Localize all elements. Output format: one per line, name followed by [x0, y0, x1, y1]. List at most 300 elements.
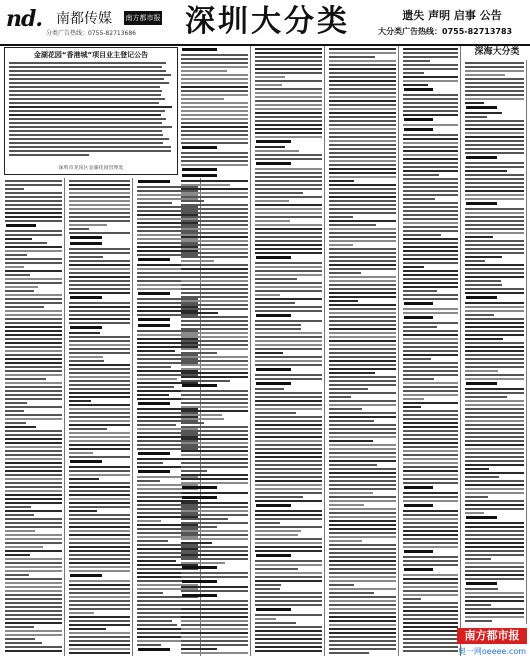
ad-text-line	[329, 356, 396, 358]
ad-text-line	[181, 430, 248, 432]
ad-text-line	[465, 182, 524, 184]
ad-text-line	[5, 634, 62, 636]
ad-text-line	[329, 600, 396, 602]
ad-text-line	[255, 428, 322, 430]
ad-text-line	[465, 342, 524, 344]
ad-text-line	[181, 352, 217, 354]
ad-text-line	[329, 348, 396, 350]
ad-text-line	[5, 266, 24, 268]
ad-text-line	[255, 224, 322, 226]
ad-text-line	[69, 600, 130, 602]
ad-text-line	[181, 142, 248, 144]
ad-heading	[182, 168, 217, 171]
ad-text-line	[465, 366, 524, 368]
ad-text-line	[329, 456, 396, 458]
ad-text-line	[403, 106, 458, 108]
ad-text-line	[255, 282, 322, 284]
ad-text-line	[69, 444, 130, 446]
ad-text-line	[403, 402, 458, 404]
ad-text-line	[5, 422, 26, 424]
ad-text-line	[465, 326, 524, 328]
ad-text-line	[329, 328, 396, 330]
ad-text-line	[69, 608, 130, 610]
ad-text-line	[181, 426, 248, 428]
ad-text-line	[5, 278, 62, 280]
ad-text-line	[69, 554, 130, 556]
ad-text-line	[329, 148, 396, 150]
ad-text-line	[403, 186, 458, 188]
ad-text-line	[5, 494, 62, 496]
ad-text-line	[255, 212, 322, 214]
ad-text-line	[181, 196, 248, 198]
ad-text-line	[5, 180, 62, 182]
notice-text-line	[9, 110, 165, 112]
notice-text-line	[9, 134, 163, 136]
ad-text-line	[403, 546, 458, 548]
ad-text-line	[255, 270, 322, 272]
ad-text-line	[329, 180, 354, 182]
ad-text-line	[181, 276, 248, 278]
ad-text-line	[403, 634, 458, 636]
ad-text-line	[403, 234, 441, 236]
ad-text-line	[181, 320, 248, 322]
ad-text-line	[329, 432, 396, 434]
ad-text-line	[69, 184, 130, 186]
ad-text-line	[255, 176, 322, 178]
ad-text-line	[403, 594, 458, 596]
ad-text-line	[255, 572, 322, 574]
ad-text-line	[403, 458, 458, 460]
ad-heading	[466, 296, 497, 299]
ad-text-line	[329, 504, 364, 506]
ad-text-line	[181, 462, 248, 464]
ad-text-line	[403, 386, 458, 388]
ad-text-line	[465, 334, 524, 336]
ad-text-line	[69, 318, 130, 320]
ad-text-line	[69, 632, 130, 634]
ad-text-line	[69, 352, 130, 354]
ad-text-line	[465, 124, 524, 126]
ad-text-line	[329, 152, 396, 154]
ad-text-line	[181, 118, 248, 120]
ad-text-line	[329, 496, 396, 498]
ad-text-line	[465, 120, 524, 122]
ad-text-line	[465, 472, 524, 474]
ad-text-line	[69, 652, 130, 654]
ad-text-line	[329, 548, 396, 550]
ad-text-line	[329, 620, 396, 622]
ad-text-line	[329, 248, 396, 250]
ad-text-line	[403, 410, 458, 412]
ad-text-line	[465, 212, 524, 214]
ad-text-line	[465, 208, 524, 210]
ad-text-line	[403, 522, 458, 524]
ad-text-line	[255, 526, 322, 528]
ad-text-line	[465, 136, 524, 138]
ad-text-line	[181, 316, 248, 318]
ad-text-line	[465, 82, 524, 84]
ad-text-line	[69, 570, 130, 572]
classified-column	[254, 46, 325, 656]
ad-text-line	[329, 224, 376, 226]
ad-text-line	[181, 184, 230, 186]
ad-text-line	[329, 140, 396, 142]
ad-text-line	[403, 602, 458, 604]
ad-heading	[138, 402, 170, 405]
ad-text-line	[5, 220, 62, 222]
ad-text-line	[137, 424, 176, 426]
ad-text-line	[5, 646, 62, 648]
category-list: 遗失 声明 启事 公告	[402, 9, 502, 22]
ad-text-line	[403, 258, 458, 260]
ad-text-line	[69, 648, 130, 650]
ad-text-line	[5, 374, 62, 376]
ad-text-line	[403, 610, 458, 612]
ad-text-line	[5, 602, 62, 604]
ad-text-line	[329, 216, 353, 218]
ad-text-line	[255, 216, 322, 218]
ad-text-line	[465, 190, 524, 192]
ad-text-line	[403, 68, 458, 70]
ad-text-line	[5, 184, 62, 186]
ad-text-line	[137, 202, 172, 204]
notice-text-line	[9, 102, 159, 104]
ad-heading	[138, 258, 170, 261]
ad-text-line	[403, 614, 458, 616]
ad-text-line	[255, 448, 322, 450]
ad-text-line	[465, 554, 524, 556]
ad-text-line	[181, 398, 248, 400]
ad-text-line	[465, 468, 489, 470]
ad-text-line	[255, 642, 322, 644]
ad-text-line	[255, 158, 322, 160]
ad-text-line	[329, 584, 354, 586]
ad-text-line	[137, 540, 168, 542]
ad-heading	[70, 574, 102, 577]
ad-text-line	[329, 424, 396, 426]
ad-text-line	[181, 114, 248, 116]
ad-text-line	[465, 62, 524, 64]
ad-text-line	[69, 340, 130, 342]
ad-text-line	[403, 450, 458, 452]
ad-text-line	[465, 236, 493, 238]
ad-text-line	[69, 494, 130, 496]
ad-text-line	[5, 490, 62, 492]
ad-text-line	[255, 500, 322, 502]
ad-text-line	[255, 634, 322, 636]
ad-text-line	[69, 220, 130, 222]
ad-text-line	[5, 642, 42, 644]
ad-text-line	[255, 650, 322, 652]
ad-text-line	[255, 568, 298, 570]
ad-heading	[256, 608, 291, 611]
ad-text-line	[5, 350, 62, 352]
ad-text-line	[255, 112, 322, 114]
ad-text-line	[69, 310, 130, 312]
ad-text-line	[329, 200, 396, 202]
ad-text-line	[465, 292, 524, 294]
ad-text-line	[329, 632, 396, 634]
ad-text-line	[181, 332, 248, 334]
ad-text-line	[403, 238, 458, 240]
ad-text-line	[69, 612, 94, 614]
ad-text-line	[5, 502, 62, 504]
ad-text-line	[403, 322, 458, 324]
ad-text-line	[403, 560, 458, 562]
ad-text-line	[329, 308, 396, 310]
ad-text-line	[181, 348, 248, 350]
ad-text-line	[465, 280, 501, 282]
notice-text-line	[9, 74, 171, 76]
ad-text-line	[69, 180, 130, 182]
ad-text-line	[69, 356, 103, 358]
ad-text-line	[403, 434, 458, 436]
ad-text-line	[69, 384, 130, 386]
ad-text-line	[5, 462, 62, 464]
ad-text-line	[255, 72, 322, 74]
ad-text-line	[255, 514, 322, 516]
ad-text-line	[69, 432, 130, 434]
ad-text-line	[465, 268, 524, 270]
ad-text-line	[403, 202, 458, 204]
ad-heading	[404, 316, 433, 319]
website-label: 奥一网oeeee.com	[457, 647, 527, 656]
ad-text-line	[255, 344, 322, 346]
ad-text-line	[255, 480, 322, 482]
ad-heading	[466, 106, 497, 109]
ad-text-line	[329, 536, 396, 538]
ad-text-line	[181, 264, 248, 266]
ad-text-line	[465, 276, 524, 278]
ad-text-line	[69, 364, 130, 366]
ad-text-line	[181, 228, 248, 230]
ad-text-line	[69, 558, 130, 560]
ad-text-line	[5, 586, 62, 588]
ad-text-line	[403, 398, 424, 400]
ad-text-line	[181, 652, 248, 654]
ad-text-line	[181, 466, 248, 468]
ad-text-line	[255, 328, 301, 330]
ad-text-line	[181, 312, 218, 314]
ad-heading	[182, 594, 217, 597]
ad-text-line	[5, 638, 35, 640]
ad-text-line	[465, 392, 524, 394]
ad-text-line	[329, 624, 396, 626]
ad-text-line	[329, 320, 396, 322]
ad-text-line	[69, 596, 130, 598]
ad-text-line	[5, 542, 62, 544]
ad-text-line	[465, 396, 507, 398]
ad-text-line	[465, 112, 502, 114]
logo-mark: nd.	[6, 6, 43, 32]
ad-text-line	[69, 322, 130, 324]
ad-text-line	[181, 268, 248, 270]
ad-text-line	[465, 90, 524, 92]
ad-text-line	[465, 608, 524, 610]
ad-text-line	[329, 192, 396, 194]
ad-text-line	[329, 260, 396, 262]
ad-text-line	[329, 552, 396, 554]
ad-text-line	[5, 514, 34, 516]
notice-text-line	[9, 98, 165, 100]
ad-heading	[138, 180, 170, 183]
ad-text-line	[181, 550, 248, 552]
ad-text-line	[255, 476, 322, 478]
ad-text-line	[181, 340, 248, 342]
ad-text-line	[255, 306, 322, 308]
ad-heading	[256, 368, 291, 371]
ad-text-line	[403, 514, 458, 516]
ad-text-line	[403, 226, 458, 228]
ad-text-line	[255, 80, 322, 82]
ad-heading	[256, 140, 291, 143]
ad-text-line	[403, 312, 458, 314]
ad-heading	[182, 146, 217, 149]
ad-text-line	[329, 644, 396, 646]
notice-title: 金湖花园“香港城”项目业主登记公告	[33, 51, 149, 59]
ad-heading	[182, 174, 217, 177]
ad-text-line	[5, 386, 62, 388]
ad-text-line	[69, 196, 130, 198]
ad-text-line	[69, 592, 130, 594]
ad-text-line	[181, 562, 225, 564]
ad-text-line	[137, 386, 174, 388]
ad-text-line	[137, 462, 163, 464]
ad-text-line	[329, 480, 396, 482]
ad-text-line	[329, 528, 396, 530]
ad-text-line	[69, 456, 130, 458]
ad-text-line	[69, 344, 130, 346]
ad-text-line	[255, 496, 303, 498]
ad-text-line	[5, 598, 62, 600]
ad-text-line	[465, 232, 524, 234]
ad-text-line	[255, 124, 322, 126]
ad-text-line	[69, 644, 130, 646]
ad-text-line	[255, 294, 280, 296]
ad-text-line	[465, 574, 524, 576]
ad-heading	[182, 580, 217, 583]
ad-text-line	[329, 336, 396, 338]
ad-text-line	[181, 284, 248, 286]
ad-text-line	[329, 48, 396, 50]
ad-text-line	[403, 534, 458, 536]
ad-text-line	[5, 274, 30, 276]
ad-text-line	[255, 278, 297, 280]
ad-text-line	[403, 350, 458, 352]
ad-text-line	[255, 88, 322, 90]
masthead	[0, 0, 530, 46]
ad-text-line	[403, 76, 458, 78]
ad-text-line	[329, 312, 396, 314]
ad-text-line	[5, 282, 62, 284]
ad-text-line	[465, 512, 484, 514]
ad-text-line	[403, 390, 458, 392]
ad-text-line	[5, 566, 62, 568]
ad-text-line	[465, 456, 524, 458]
ad-text-line	[181, 70, 227, 72]
ad-text-line	[181, 300, 248, 302]
ad-text-line	[255, 560, 322, 562]
ad-text-line	[5, 486, 62, 488]
ad-text-line	[465, 216, 524, 218]
ad-text-line	[329, 392, 396, 394]
ad-text-line	[329, 488, 396, 490]
ad-text-line	[69, 412, 130, 414]
ad-text-line	[69, 518, 130, 520]
ad-text-line	[465, 546, 524, 548]
ad-text-line	[5, 314, 62, 316]
ad-text-line	[403, 254, 458, 256]
ad-text-line	[465, 248, 524, 250]
ad-text-line	[5, 434, 62, 436]
ad-text-line	[181, 368, 248, 370]
ad-text-line	[329, 612, 396, 614]
ad-text-line	[255, 388, 284, 390]
ad-text-line	[5, 262, 62, 264]
page-title: 深圳大分类	[185, 4, 350, 39]
ad-text-line	[181, 590, 248, 592]
ad-text-line	[329, 368, 396, 370]
ad-text-line	[5, 650, 62, 652]
ad-text-line	[69, 420, 130, 422]
ad-text-line	[181, 308, 248, 310]
ad-text-line	[255, 488, 322, 490]
ad-text-line	[403, 478, 458, 480]
ad-text-line	[5, 318, 62, 320]
ad-text-line	[403, 94, 458, 96]
ad-text-line	[465, 600, 524, 602]
ad-text-line	[465, 476, 499, 478]
ad-heading	[70, 236, 102, 239]
classified-column	[328, 46, 399, 656]
notice-text-line	[9, 142, 163, 144]
ad-text-line	[329, 360, 396, 362]
ad-text-line	[69, 192, 130, 194]
ad-text-line	[403, 574, 458, 576]
ad-text-line	[69, 260, 130, 262]
ad-text-line	[403, 166, 458, 168]
ad-text-line	[465, 78, 524, 80]
ad-text-line	[181, 636, 248, 638]
ad-text-line	[181, 90, 248, 92]
ad-text-line	[5, 510, 62, 512]
ad-text-line	[255, 542, 322, 544]
ad-text-line	[403, 626, 458, 628]
ad-text-line	[465, 538, 524, 540]
ad-text-line	[5, 582, 62, 584]
ad-text-line	[255, 104, 322, 106]
ad-text-line	[465, 318, 524, 320]
ad-text-line	[255, 96, 322, 98]
ad-text-line	[403, 418, 458, 420]
ad-text-line	[465, 400, 524, 402]
ad-text-line	[181, 492, 248, 494]
ad-text-line	[255, 392, 322, 394]
ad-text-line	[255, 378, 322, 380]
ad-text-line	[329, 592, 374, 594]
ad-text-line	[465, 420, 524, 422]
ad-text-line	[329, 64, 396, 66]
notice-text-line	[9, 66, 162, 68]
ad-text-line	[181, 192, 248, 194]
ad-text-line	[329, 556, 396, 558]
ad-text-line	[403, 298, 458, 300]
ad-text-line	[403, 446, 458, 448]
ad-text-line	[329, 640, 396, 642]
ad-text-line	[255, 400, 322, 402]
ad-text-line	[403, 642, 458, 644]
classified-column	[4, 178, 65, 656]
